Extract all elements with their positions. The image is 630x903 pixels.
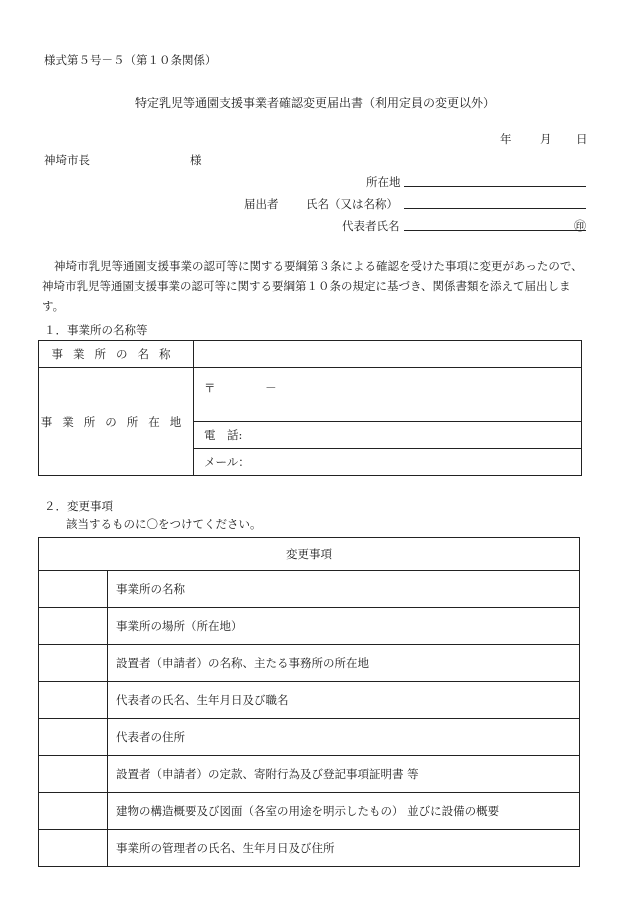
body-paragraph bbox=[42, 256, 590, 316]
change-item: 設置者（申請者）の定款、寄附行為及び登記事項証明書 等 bbox=[108, 756, 580, 793]
facility-postal-field[interactable] bbox=[194, 368, 582, 422]
change-check-cell[interactable] bbox=[39, 793, 108, 830]
addressee-honorific: 様 bbox=[190, 153, 202, 167]
page-title: 特定乳児等通園支援事業者確認変更届出書（利用定員の変更以外） bbox=[134, 96, 495, 110]
change-item: 代表者の氏名、生年月日及び職名 bbox=[108, 682, 580, 719]
section2-instruction: 該当するものに〇をつけてください。 bbox=[66, 517, 262, 531]
change-item: 代表者の住所 bbox=[108, 719, 580, 756]
change-item: 事業所の名称 bbox=[108, 571, 580, 608]
change-item: 建物の構造概要及び図面（各室の用途を明示したもの） 並びに設備の概要 bbox=[108, 793, 580, 830]
addressee-name: 神埼市長 bbox=[44, 153, 90, 167]
postal-mark: 〒 bbox=[204, 381, 216, 395]
notifier-address-label: 所在地 bbox=[366, 175, 401, 189]
change-items-table bbox=[38, 537, 580, 867]
facility-info-table bbox=[38, 340, 582, 476]
notifier-label: 届出者 bbox=[244, 197, 279, 211]
facility-location-label: 事業所の所在地 bbox=[39, 368, 194, 476]
form-number: 様式第５号－５（第１０条関係） bbox=[44, 53, 217, 67]
seal-mark: ㊞ bbox=[574, 219, 587, 233]
change-check-cell[interactable] bbox=[39, 608, 108, 645]
notifier-rep-label: 代表者氏名 bbox=[342, 219, 400, 233]
notifier-rep-field[interactable] bbox=[404, 230, 586, 231]
date-day-label: 日 bbox=[576, 132, 588, 146]
facility-name-field[interactable] bbox=[194, 341, 582, 368]
facility-name-label: 事業所の名称 bbox=[39, 341, 194, 368]
section1-heading: １．事業所の名称等 bbox=[44, 323, 148, 337]
section2-heading: ２．変更事項 bbox=[44, 499, 113, 513]
change-check-cell[interactable] bbox=[39, 682, 108, 719]
notifier-address-field[interactable] bbox=[404, 186, 586, 187]
change-check-cell[interactable] bbox=[39, 645, 108, 682]
body-text: 神埼市乳児等通園支援事業の認可等に関する要綱第３条による確認を受けた事項に変更があったので、神埼市乳児等通園支援事業の認可等に関する要綱第１０条の規定に基づき、関係書類を添えて届出します。 bbox=[42, 259, 583, 313]
change-item: 事業所の場所（所在地） bbox=[108, 608, 580, 645]
change-check-cell[interactable] bbox=[39, 571, 108, 608]
change-check-cell[interactable] bbox=[39, 830, 108, 867]
facility-phone-field[interactable] bbox=[194, 422, 582, 449]
facility-email-field[interactable] bbox=[194, 449, 582, 476]
change-table-header: 変更事項 bbox=[39, 538, 580, 571]
notifier-name-label: 氏名（又は名称） bbox=[306, 197, 398, 211]
date-month-label: 月 bbox=[540, 132, 552, 146]
change-check-cell[interactable] bbox=[39, 756, 108, 793]
change-item: 事業所の管理者の氏名、生年月日及び住所 bbox=[108, 830, 580, 867]
postal-dash: － bbox=[265, 381, 277, 395]
change-check-cell[interactable] bbox=[39, 719, 108, 756]
email-label: メール： bbox=[204, 455, 250, 469]
phone-label: 電 話: bbox=[204, 428, 243, 442]
change-item: 設置者（申請者）の名称、主たる事務所の所在地 bbox=[108, 645, 580, 682]
date-year-label: 年 bbox=[500, 132, 512, 146]
notifier-name-field[interactable] bbox=[404, 208, 586, 209]
